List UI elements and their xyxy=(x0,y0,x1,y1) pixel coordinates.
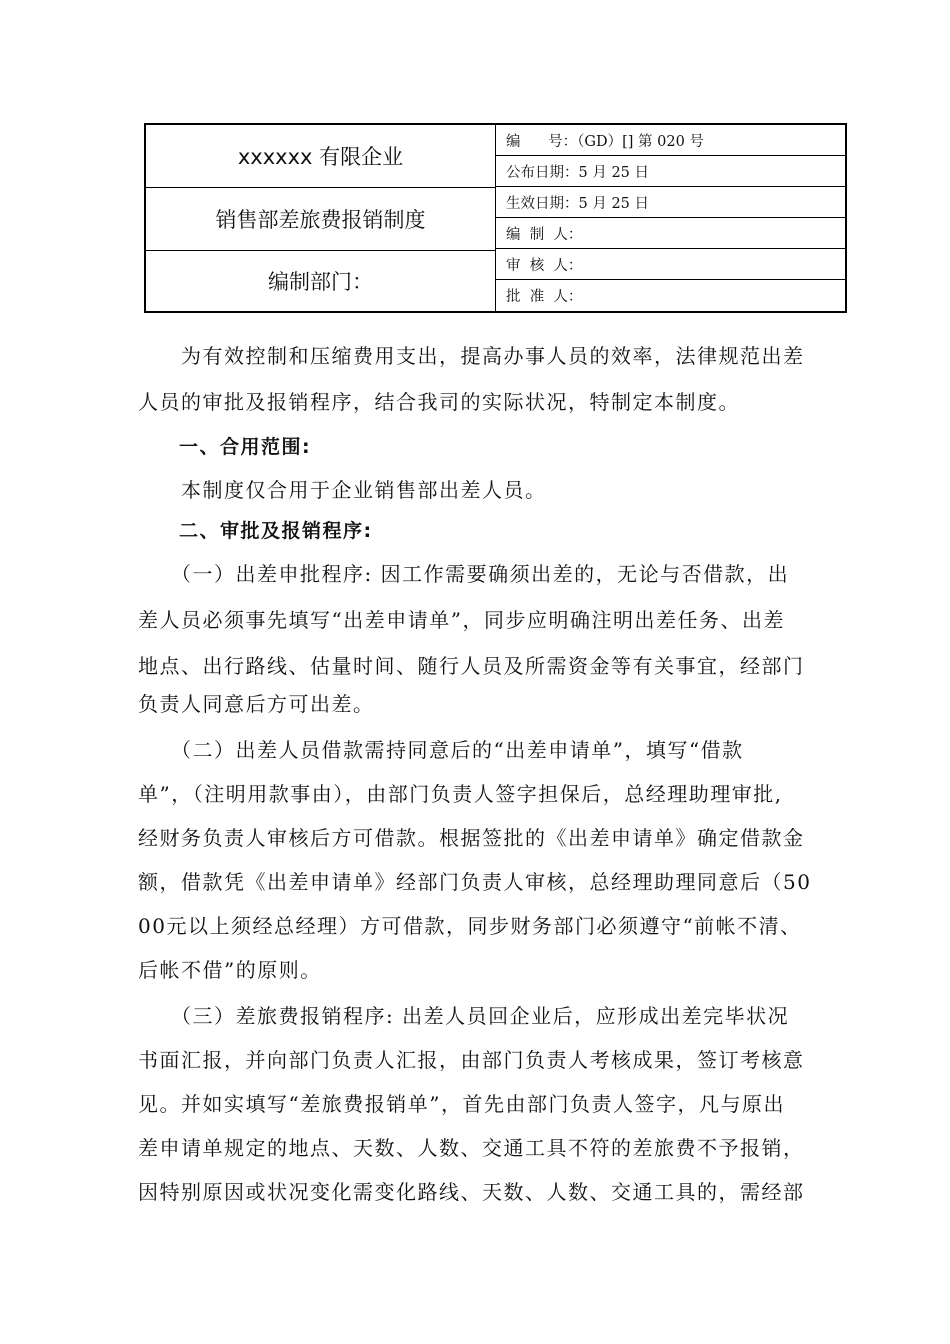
header-left-column xyxy=(146,125,496,311)
body-line: （二）出差人员借款需持同意后的“出差申请单”，填写“借款 xyxy=(138,738,744,762)
header-table xyxy=(144,123,847,313)
body-line: 为有效控制和压缩费用支出，提高办事人员的效率，法律规范出差 xyxy=(138,344,805,368)
body-line: （一）出差申批程序: 因工作需要确须出差的，无论与否借款，出 xyxy=(138,562,790,586)
body-line: 地点、出行路线、估量时间、随行人员及所需资金等有关事宜，经部门 xyxy=(138,654,805,678)
body-line: 书面汇报，并向部门负责人汇报，由部门负责人考核成果，签订考核意 xyxy=(138,1048,805,1072)
section-heading: 一、合用范围: xyxy=(138,436,312,458)
body-line: 差人员必须事先填写“出差申请单”，同步应明确注明出差任务、出差 xyxy=(138,608,785,632)
body-line: 差申请单规定的地点、天数、人数、交通工具不符的差旅费不予报销， xyxy=(138,1136,805,1160)
body-line: 后帐不借”的原则。 xyxy=(138,958,322,982)
body-line: 00元以上须经总经理）方可借款，同步财务部门必须遵守“前帐不清、 xyxy=(138,914,802,938)
reviewer-field: 审 核 人： xyxy=(496,249,845,280)
body-line: 单”，（注明用款事由），由部门负责人签字担保后，总经理助理审批, xyxy=(138,782,783,806)
effective-date: 生效日期：5 月 25 日 xyxy=(496,187,845,218)
publish-date: 公布日期：5 月 25 日 xyxy=(496,156,845,187)
document-title: 销售部差旅费报销制度 xyxy=(146,187,495,251)
body-line: 人员的审批及报销程序，结合我司的实际状况，特制定本制度。 xyxy=(138,390,740,414)
body-line: （三）差旅费报销程序: 出差人员回企业后，应形成出差完毕状况 xyxy=(138,1004,790,1028)
body-line: 见。并如实填写“差旅费报销单”，首先由部门负责人签字，凡与原出 xyxy=(138,1092,785,1116)
body-line: 本制度仅合用于企业销售部出差人员。 xyxy=(138,478,547,502)
body-line: 因特别原因或状况变化需变化路线、天数、人数、交通工具的，需经部 xyxy=(138,1180,805,1204)
company-name: xxxxxx 有限企业 xyxy=(146,125,495,188)
dept-label: 编制部门： xyxy=(268,269,373,294)
header-right-column xyxy=(496,125,845,311)
body-line: 负责人同意后方可出差。 xyxy=(138,692,375,716)
body-line: 额，借款凭《出差申请单》经部门负责人审核，总经理助理同意后（50 xyxy=(138,870,812,894)
body-line: 经财务负责人审核后方可借款。根据签批的《出差申请单》确定借款金 xyxy=(138,826,805,850)
doc-number: 编 号：（GD）[] 第 020 号 xyxy=(496,125,845,156)
author-field: 编 制 人： xyxy=(496,218,845,249)
approver-field: 批 准 人： xyxy=(506,289,583,305)
section-heading: 二、审批及报销程序: xyxy=(138,520,373,542)
